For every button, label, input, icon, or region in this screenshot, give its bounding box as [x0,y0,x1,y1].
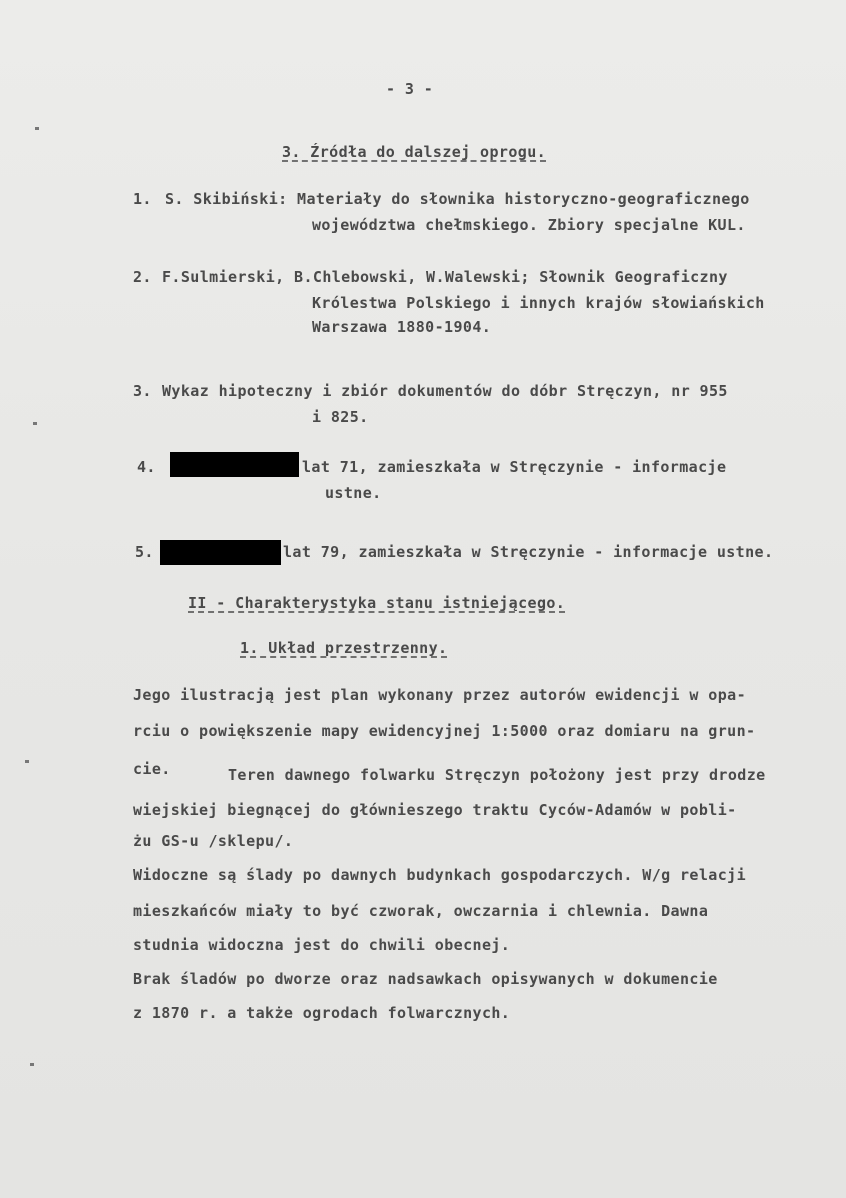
item-4-line-1: lat 71, zamieszkała w Stręczynie - informacje [302,458,727,476]
page-number: - 3 - [386,80,434,98]
margin-mark [30,1063,34,1066]
margin-mark [33,422,37,425]
subsection-heading: 1. Układ przestrzenny. [240,639,448,657]
margin-mark [25,760,29,763]
item-1-number: 1. [133,190,152,208]
section-3-heading: 3. Źródła do dalszej oprogu. [282,143,547,161]
item-2-line-3: Warszawa 1880-1904. [312,318,492,336]
body-line-8: mieszkańców miały to być czworak, owczarnia i chlewnia. Dawna [133,902,709,920]
item-2-line-2: Królestwa Polskiego i innych krajów słowiańskich [312,294,765,312]
section-2-heading: II - Charakterystyka stanu istniejącego. [188,594,566,612]
item-1-line-2: województwa chełmskiego. Zbiory specjalne KUL. [312,216,746,234]
body-line-10: Brak śladów po dworze oraz nadsawkach opisywanych w dokumencie [133,970,718,988]
redaction-bar [170,452,299,477]
margin-mark [35,127,39,130]
body-line-9: studnia widoczna jest do chwili obecnej. [133,936,511,954]
body-line-4: Teren dawnego folwarku Stręczyn położony jest przy drodze [228,766,766,784]
body-line-3: cie. [133,760,171,778]
body-line-2: rciu o powiększenie mapy ewidencyjnej 1:5000 oraz domiaru na grun- [133,722,756,740]
item-4-line-2: ustne. [325,484,382,502]
item-1-line-1: S. Skibiński: Materiały do słownika historyczno-geograficznego [165,190,750,208]
item-5-number: 5. [135,543,154,561]
item-4-number: 4. [137,458,156,476]
body-line-1: Jego ilustracją jest plan wykonany przez autorów ewidencji w opa- [133,686,746,704]
body-line-5: wiejskiej biegnącej do głównieszego traktu Cyców-Adamów w pobli- [133,801,737,819]
item-2-line-1: F.Sulmierski, B.Chlebowski, W.Walewski; Słownik Geograficzny [162,268,728,286]
body-line-11: z 1870 r. a także ogrodach folwarcznych. [133,1004,511,1022]
item-5-line-1: lat 79, zamieszkała w Stręczynie - informacje ustne. [283,543,774,561]
body-line-6: żu GS-u /sklepu/. [133,832,294,850]
item-3-number: 3. [133,382,152,400]
redaction-bar [160,540,281,565]
body-line-7: Widoczne są ślady po dawnych budynkach gospodarczych. W/g relacji [133,866,746,884]
item-3-line-2: i 825. [312,408,369,426]
item-2-number: 2. [133,268,152,286]
item-3-line-1: Wykaz hipoteczny i zbiór dokumentów do dóbr Stręczyn, nr 955 [162,382,728,400]
